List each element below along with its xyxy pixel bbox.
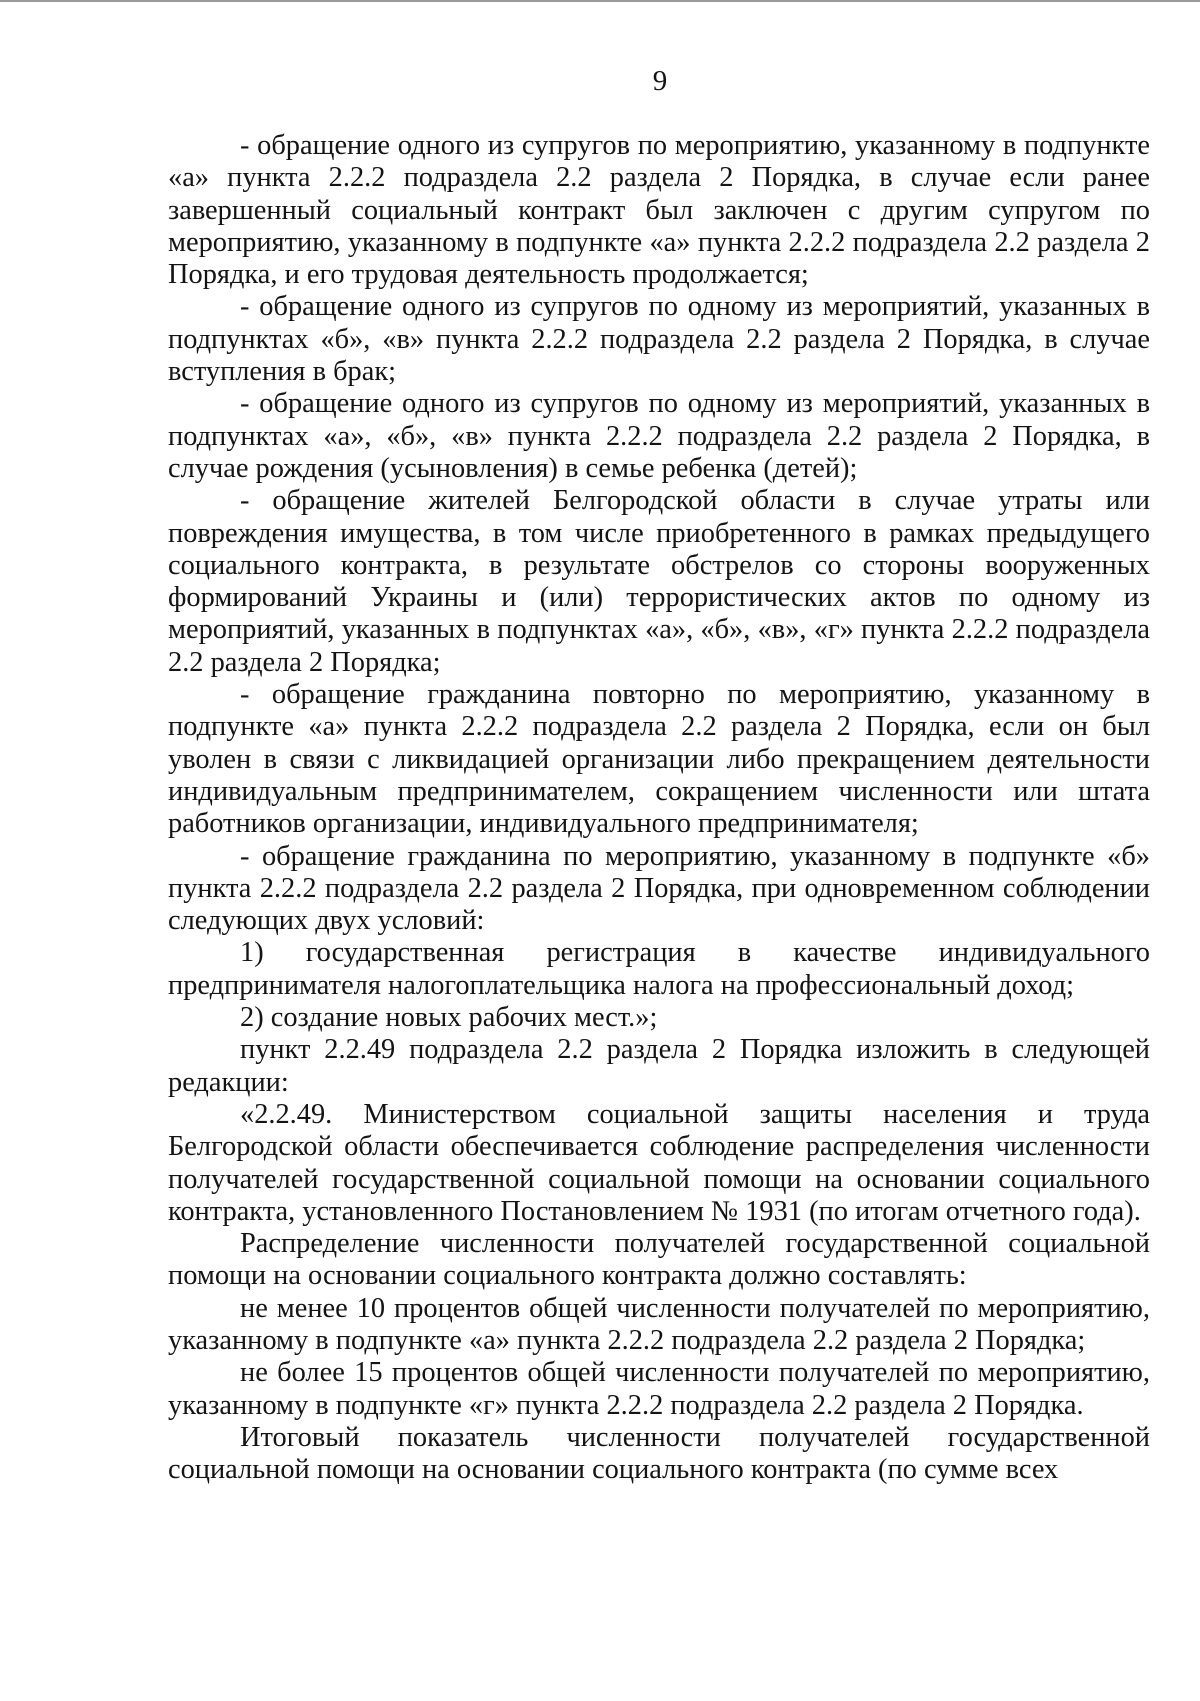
- paragraph-property-loss: - обращение жителей Белгородской области в случае утраты или повреждения имущества, в том числе приобретенного в рамках предыдущего социального контракта, в результате обстрелов со стороны вооруженных формирований Украины и (или) террористических актов по одному из мероприятий, указанных в подпунктах «а», «б», «в», «г» пункта 2.2.2 подраздела 2.2 раздела 2 Порядка;: [168, 485, 1150, 678]
- paragraph-spouse-repeat-subpoint-a: - обращение одного из супругов по мероприятию, указанному в подпункте «а» пункта 2.2.2 подраздела 2.2 раздела 2 Порядка, в случае если ранее завершенный социальный контракт был заключен с другим супругом по мероприятию, указанному в подпункте «а» пункта 2.2.2 подраздела 2.2 раздела 2 Порядка, и его трудовая деятельность продолжается;: [168, 130, 1150, 291]
- paragraph-min-10-percent: не менее 10 процентов общей численности получателей по мероприятию, указанному в подпункте «а» пункта 2.2.2 подраздела 2.2 раздела 2 Порядка;: [168, 1292, 1150, 1356]
- paragraph-2-2-49-text: «2.2.49. Министерством социальной защиты населения и труда Белгородской области обеспечивается соблюдение распределения численности получателей государственной социальной помощи на основании социального контракта, установленного Постановлением № 1931 (по итогам отчетного года).: [168, 1098, 1150, 1227]
- paragraph-subpoint-b-conditions: - обращение гражданина по мероприятию, указанному в подпункте «б» пункта 2.2.2 подраздела 2.2 раздела 2 Порядка, при одновременном соблюдении следующих двух условий:: [168, 840, 1150, 937]
- paragraph-distribution: Распределение численности получателей государственной социальной помощи на основании социального контракта должно составлять:: [168, 1228, 1150, 1292]
- paragraph-total-indicator: Итоговый показатель численности получателей государственной социальной помощи на основании социального контракта (по сумме всех: [168, 1421, 1150, 1486]
- paragraph-condition-2: 2) создание новых рабочих мест.»;: [240, 1002, 658, 1034]
- paragraph-dismissal: - обращение гражданина повторно по мероприятию, указанному в подпункте «а» пункта 2.2.2 подраздела 2.2 раздела 2 Порядка, если он был уволен в связи с ликвидацией организации либо прекращением деятельности индивидуальным предпринимателем, сокращением численности или штата работников организации, индивидуального предпринимателя;: [168, 679, 1150, 840]
- document-body: [168, 130, 1150, 1486]
- paragraph-condition-1: 1) государственная регистрация в качестве индивидуального предпринимателя налогоплательщика налога на профессиональный доход;: [168, 937, 1150, 1001]
- paragraph-spouse-marriage: - обращение одного из супругов по одному из мероприятий, указанных в подпунктах «б», «в» пункта 2.2.2 подраздела 2.2 раздела 2 Порядка, в случае вступления в брак;: [168, 291, 1150, 388]
- paragraph-max-15-percent: не более 15 процентов общей численности получателей по мероприятию, указанному в подпункте «г» пункта 2.2.2 подраздела 2.2 раздела 2 Порядка.: [168, 1357, 1150, 1421]
- paragraph-amendment-2-2-49: пункт 2.2.49 подраздела 2.2 раздела 2 Порядка изложить в следующей редакции:: [168, 1034, 1150, 1098]
- page-number: 9: [652, 65, 668, 97]
- page-top-edge: [0, 0, 1200, 2]
- paragraph-spouse-child-birth: - обращение одного из супругов по одному из мероприятий, указанных в подпунктах «а», «б», «в» пункта 2.2.2 подраздела 2.2 раздела 2 Порядка, в случае рождения (усыновления) в семье ребенка (детей);: [168, 388, 1150, 484]
